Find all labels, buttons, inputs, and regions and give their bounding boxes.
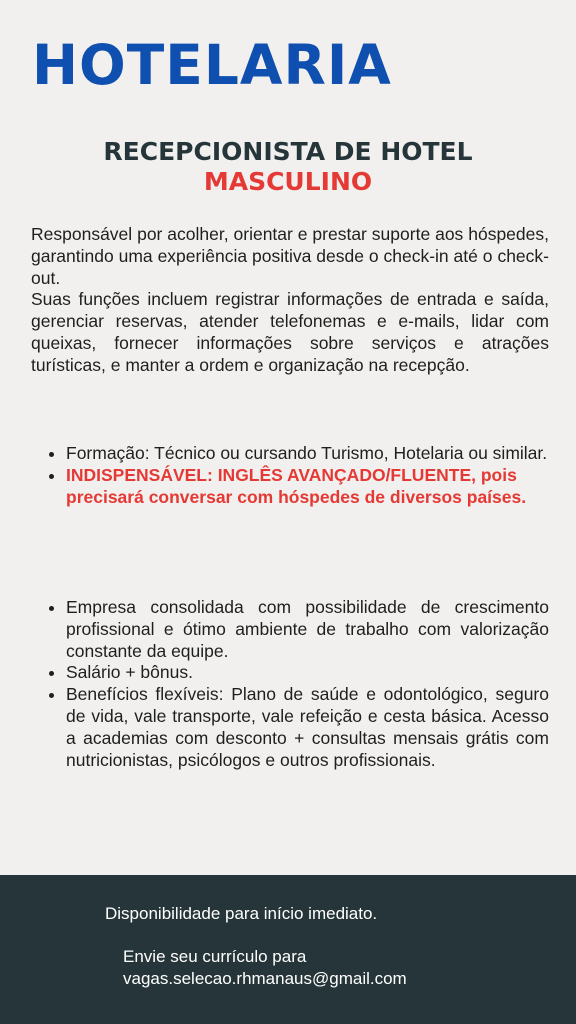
footer [0,875,576,1024]
requirement-item: • Formação: Técnico ou cursando Turismo, Hotelaria ou similar. [66,443,549,465]
job-heading [0,137,576,197]
description-paragraph: Responsável por acolher, orientar e prestar suporte aos hóspedes, garantindo uma experiência positiva desde o check-in até o check-out. [31,224,549,288]
availability-text: Disponibilidade para início imediato. [105,904,378,923]
benefits-list [31,597,549,771]
contact-block [123,946,407,990]
job-gender: MASCULINO [203,167,373,196]
job-role: RECEPCIONISTA DE HOTEL [103,137,473,166]
description-paragraph: Suas funções incluem registrar informações de entrada e saída, gerenciar reservas, atender telefonemas e e-mails, lidar com queixas, fornecer informações sobre serviços e atrações turísticas, e manter a ordem e organização na recepção. [31,289,549,375]
benefit-item: • Benefícios flexíveis: Plano de saúde e odontológico, seguro de vida, vale transporte, vale refeição e cesta básica. Acesso a academias com desconto + consultas mensais grátis com nutricionistas, psicólogos e outros profissionais. [66,684,549,771]
benefit-item: • Empresa consolidada com possibilidade de crescimento profissional e ótimo ambiente de trabalho com valorização constante da equipe. [66,597,549,662]
contact-email[interactable]: vagas.selecao.rhmanaus@gmail.com [123,969,407,988]
page-title: HOTELARIA [32,33,392,97]
job-description [31,224,549,377]
benefit-item: • Salário + bônus. [66,662,549,684]
send-label: Envie seu currículo para [123,947,307,966]
requirement-item-highlight: • INDISPENSÁVEL: INGLÊS AVANÇADO/FLUENTE, pois precisará conversar com hóspedes de diversos países. [66,465,549,509]
requirements-list [31,443,549,508]
